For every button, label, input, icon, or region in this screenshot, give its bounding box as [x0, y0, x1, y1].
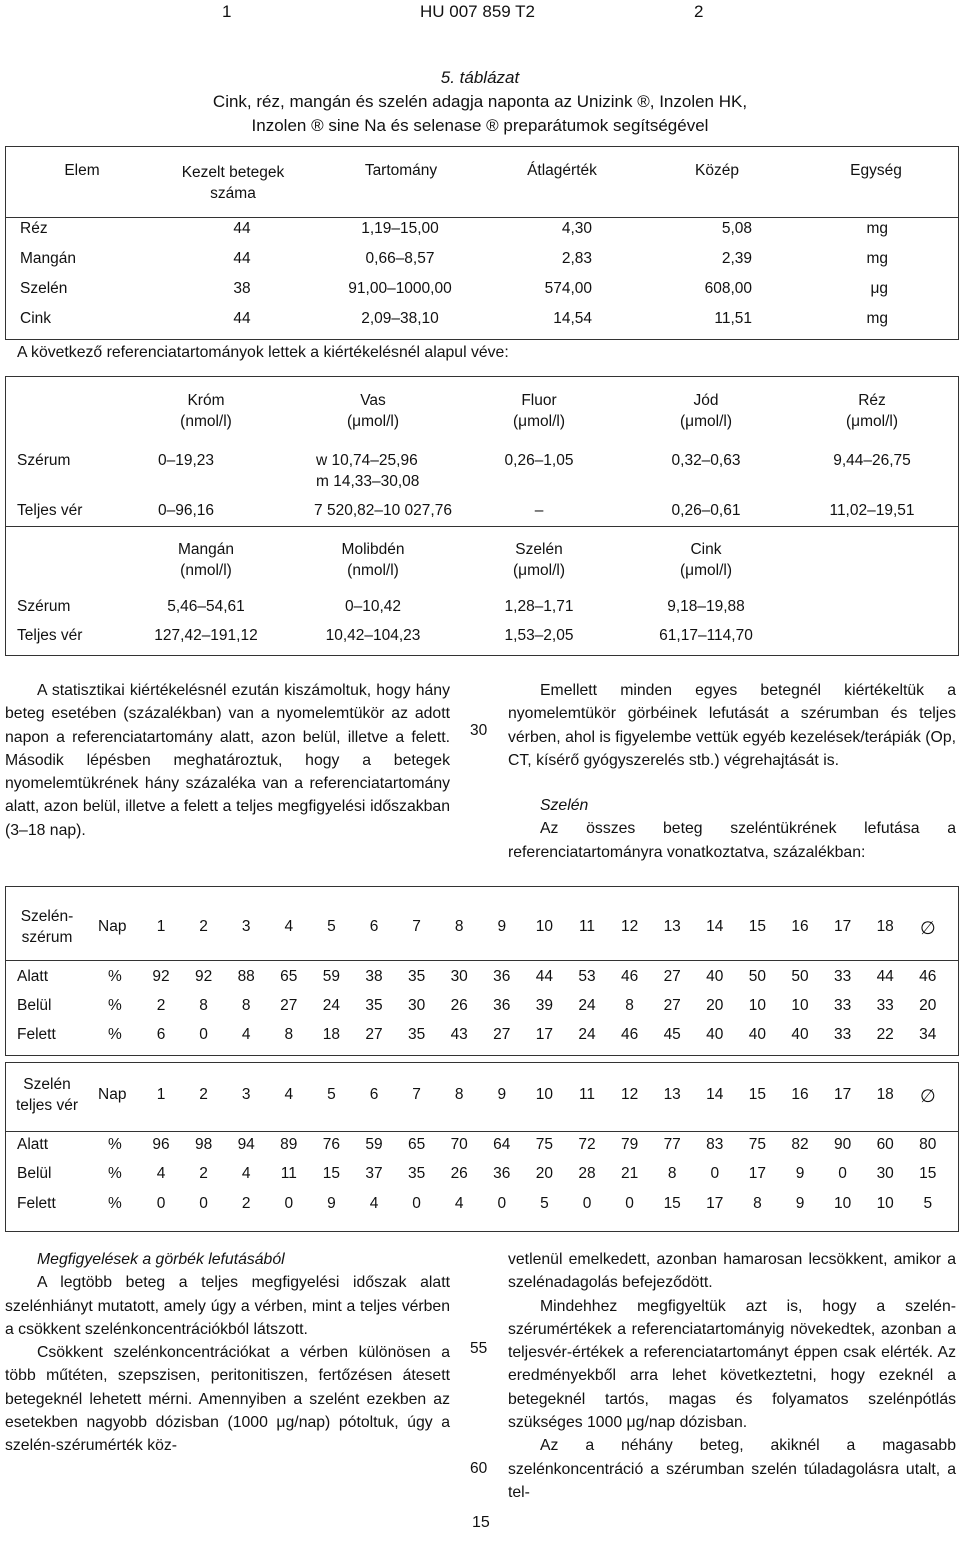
serum-table-value: 46 — [919, 968, 937, 985]
ref-header-unit: (μmol/l) — [846, 413, 898, 430]
serum-table-day: 17 — [833, 918, 852, 935]
ref2-blood-value: 127,42–191,12 — [154, 627, 258, 644]
ref2-blood-value: 1,53–2,05 — [504, 627, 574, 644]
blood-table-value: 15 — [919, 1165, 937, 1182]
blood-table-value: 79 — [620, 1136, 639, 1153]
dosage-header-0: Elem — [64, 162, 100, 179]
serum-table-value: 40 — [748, 1026, 767, 1043]
blood-table-day: 13 — [663, 1086, 681, 1103]
serum-table-value: 20 — [706, 997, 724, 1014]
blood-table-value: 72 — [578, 1136, 596, 1153]
serum-table-value: 33 — [876, 997, 894, 1014]
line-number-60: 60 — [470, 1460, 488, 1477]
ref2-header-name: Molibdén — [341, 541, 405, 558]
serum-table-value: 50 — [791, 968, 809, 985]
blood-table-day: 12 — [620, 1086, 639, 1103]
ref-blood-label: Teljes vér — [17, 502, 83, 519]
blood-table-day: 14 — [706, 1086, 724, 1103]
serum-table-value: 40 — [706, 968, 724, 985]
blood-table-value: 21 — [620, 1165, 639, 1182]
blood-table-value: 0 — [497, 1195, 507, 1212]
blood-table-value: 75 — [535, 1136, 554, 1153]
blood-table-value: 2 — [241, 1195, 251, 1212]
blood-table-value: 17 — [706, 1195, 724, 1212]
serum-table-day: 18 — [876, 918, 894, 935]
serum-table-value: 59 — [322, 968, 341, 985]
serum-table-day: 1 — [156, 918, 166, 935]
dosage-range: 2,09–38,10 — [361, 310, 439, 327]
serum-table-value: 27 — [493, 1026, 511, 1043]
blood-table-title: teljes vér — [15, 1097, 79, 1114]
blood-table-value: 90 — [833, 1136, 852, 1153]
blood-table-value: 76 — [322, 1136, 341, 1153]
blood-table-value: 10 — [833, 1195, 852, 1212]
ref2-header-name: Mangán — [177, 541, 234, 558]
selen-heading: Szelén — [540, 797, 589, 815]
blood-table-day: 17 — [833, 1086, 852, 1103]
line-number-55: 55 — [470, 1340, 488, 1357]
serum-table-day: 9 — [497, 918, 507, 935]
observations-paragraph-4: Mindehhez megfigyeltük azt is, hogy a szelén-szérumértékek a referenciatartományig növekedtek, azonban a teljesvér-értékek a referenciatartományt éppen csak elérték. Az eredményekből arra lehet következtetni, hogy ezeknél a betegeknél tartós, magas és folyamatos szelénpótlás szükséges 1000 μg/nap dózisban. — [508, 1297, 956, 1432]
dosage-median: 11,51 — [714, 310, 752, 327]
table-label: 5. táblázat — [440, 68, 520, 87]
ref2-blood-value: 10,42–104,23 — [325, 627, 421, 644]
serum-table-value: 88 — [237, 968, 255, 985]
serum-table-value: 30 — [407, 997, 426, 1014]
serum-table-value: 8 — [199, 997, 208, 1014]
selen-paragraph: Az összes beteg szeléntükrének lefutása a referenciatartományra vonatkoztatva, százalékban: — [508, 820, 956, 861]
ref2-header-unit: (μmol/l) — [680, 562, 732, 579]
dosage-header-5: Egység — [850, 162, 902, 179]
serum-table-day: 4 — [284, 918, 294, 935]
ref-header-unit: (nmol/l) — [180, 413, 232, 430]
serum-table-day: 10 — [535, 918, 554, 935]
serum-table-value: 8 — [284, 1026, 294, 1043]
observations-paragraph-2: Csökkent szelénkoncentrációkat a vérben különösen a több műtéten, szepszisen, peritonitiszen, fertőzésen átesett betegeknél lehetett mérni. Amennyiben a szelént ezekben az esetekben nagyobb dózisban (1000 μg/nap) pótoltuk, úgy a szelén-szérumérték köz- — [5, 1344, 450, 1455]
serum-table-row-label: Felett — [17, 1026, 56, 1043]
header-right-page: 2 — [694, 2, 704, 21]
ref-header-unit: (μmol/l) — [347, 413, 399, 430]
page-number: 15 — [472, 1514, 490, 1531]
dosage-mean: 4,30 — [561, 220, 592, 237]
blood-table-value: 98 — [194, 1136, 213, 1153]
serum-table-value: 22 — [876, 1026, 894, 1043]
dosage-header-2: Tartomány — [364, 162, 438, 179]
blood-table-day: 8 — [454, 1086, 464, 1103]
serum-table-day: 14 — [706, 918, 724, 935]
serum-table-value: 24 — [578, 1026, 596, 1043]
serum-table-value: 17 — [535, 1026, 554, 1043]
blood-table-value: 26 — [450, 1165, 468, 1182]
serum-table-value: 6 — [156, 1026, 166, 1043]
dosage-median: 5,08 — [721, 220, 752, 237]
serum-table-value: 39 — [535, 997, 554, 1014]
ref2-serum-value: 1,28–1,71 — [504, 598, 574, 615]
blood-table-value: 28 — [578, 1165, 596, 1182]
serum-table-value: 35 — [407, 1026, 426, 1043]
dosage-range: 0,66–8,57 — [365, 250, 435, 267]
ref-serum-fluor: 0,26–1,05 — [504, 452, 574, 469]
dosage-mean: 574,00 — [544, 280, 592, 297]
blood-table-value: 9 — [795, 1195, 805, 1212]
blood-table-unit: % — [108, 1136, 122, 1153]
dosage-range: 91,00–1000,00 — [348, 280, 452, 297]
observations-left — [5, 1248, 450, 1458]
serum-table-value: 44 — [535, 968, 554, 985]
dosage-row-label: Cink — [20, 310, 52, 327]
serum-table-value: 27 — [663, 968, 681, 985]
ref-serum-chrome: 0–19,23 — [157, 452, 215, 469]
serum-table-value: 27 — [663, 997, 681, 1014]
blood-table-day: 6 — [369, 1086, 379, 1103]
ref2-header-unit: (nmol/l) — [180, 562, 232, 579]
serum-table-row-label: Alatt — [17, 968, 49, 985]
ref2-header-name: Cink — [690, 541, 722, 558]
serum-table-value: 36 — [493, 997, 511, 1014]
ref-serum-iodine: 0,32–0,63 — [671, 452, 741, 469]
header-left-page: 1 — [222, 2, 232, 21]
blood-table-value: 70 — [450, 1136, 468, 1153]
blood-table-value: 0 — [838, 1165, 847, 1182]
observations-heading: Megfigyelések a görbék lefutásából — [37, 1251, 285, 1268]
dosage-unit: mg — [866, 220, 888, 237]
serum-table-value: 24 — [578, 997, 596, 1014]
ref2-serum-value: 5,46–54,61 — [167, 598, 245, 615]
ref-header-name: Fluor — [521, 392, 557, 409]
dosage-row-label: Réz — [20, 220, 48, 237]
blood-table-title: Szelén — [23, 1076, 71, 1093]
blood-table-value: 96 — [152, 1136, 170, 1153]
blood-table-value: 8 — [667, 1165, 677, 1182]
blood-table-value: 94 — [237, 1136, 255, 1153]
ref2-header-unit: (μmol/l) — [513, 562, 565, 579]
blood-table-value: 11 — [280, 1165, 297, 1182]
blood-table-value: 8 — [753, 1195, 762, 1212]
blood-table-value: 0 — [199, 1195, 208, 1212]
blood-table-value: 0 — [710, 1165, 720, 1182]
blood-table-value: 15 — [663, 1195, 681, 1212]
blood-table-value: 0 — [412, 1195, 421, 1212]
blood-table-value: 4 — [369, 1195, 379, 1212]
observations-right — [508, 1248, 956, 1504]
serum-table-value: 10 — [791, 997, 809, 1014]
serum-table-day: 16 — [791, 918, 809, 935]
blood-table-value: 15 — [322, 1165, 341, 1182]
serum-table-day: 12 — [620, 918, 639, 935]
dosage-unit: mg — [866, 250, 888, 267]
observations-paragraph-5: Az a néhány beteg, akiknél a magasabb szelénkoncentráció a szérumban szelén túladagolásra utalt, a tel- — [508, 1437, 956, 1501]
ref-blood-fluor: – — [534, 502, 544, 519]
ref-serum-iron-w: w 10,74–25,96 — [316, 452, 418, 469]
ref2-header-unit: (nmol/l) — [347, 562, 399, 579]
blood-table-unit: % — [108, 1165, 122, 1182]
serum-table-value: 4 — [241, 1026, 251, 1043]
blood-table-value: 77 — [663, 1136, 681, 1153]
ref-header-name: Vas — [360, 392, 386, 409]
serum-table-value: 44 — [876, 968, 894, 985]
blood-table-value: 36 — [493, 1165, 511, 1182]
serum-table-row-label: Belül — [17, 997, 52, 1014]
dosage-header-3: Átlagérték — [527, 162, 597, 179]
blood-table-value: 4 — [156, 1165, 166, 1182]
serum-table-value: 53 — [578, 968, 596, 985]
blood-table-value: 2 — [199, 1165, 208, 1182]
serum-table-value: 45 — [663, 1026, 681, 1043]
serum-table-value: 46 — [620, 968, 639, 985]
ref-blood-iodine: 0,26–0,61 — [671, 502, 741, 519]
serum-table-value: 36 — [493, 968, 511, 985]
serum-table-unit: % — [108, 1026, 122, 1043]
blood-table-value: 4 — [241, 1165, 251, 1182]
blood-table-value: 60 — [876, 1136, 894, 1153]
serum-table-value: 92 — [152, 968, 170, 985]
blood-table-unit: % — [108, 1195, 122, 1212]
dosage-range: 1,19–15,00 — [361, 220, 439, 237]
serum-table-value: 18 — [322, 1026, 341, 1043]
blood-table-value: 37 — [365, 1165, 383, 1182]
ref-blood-chrome: 0–96,16 — [157, 502, 215, 519]
serum-table-value: 2 — [156, 997, 166, 1014]
blood-table-value: 75 — [748, 1136, 767, 1153]
blood-table-value: 82 — [791, 1136, 809, 1153]
blood-table-day: 2 — [199, 1086, 208, 1103]
blood-table-day: 4 — [284, 1086, 294, 1103]
dosage-count: 44 — [233, 310, 251, 327]
blood-table-value: 83 — [706, 1136, 724, 1153]
blood-table-value: 17 — [748, 1165, 767, 1182]
caption-line-1: Cink, réz, mangán és szelén adagja naponta az Unizink ®, Inzolen HK, — [212, 92, 748, 111]
blood-table-value: 5 — [923, 1195, 933, 1212]
serum-table-value: 38 — [365, 968, 383, 985]
ref2-blood-label: Teljes vér — [17, 627, 83, 644]
serum-table-day: ∅ — [919, 918, 936, 938]
dosage-count: 38 — [233, 280, 251, 297]
serum-table-value: 24 — [322, 997, 341, 1014]
ref2-serum-value: 9,18–19,88 — [667, 598, 745, 615]
ref-blood-iron: 7 520,82–10 027,76 — [314, 502, 452, 519]
serum-table-value: 33 — [833, 1026, 852, 1043]
dosage-unit: mg — [866, 310, 888, 327]
blood-table-value: 0 — [156, 1195, 166, 1212]
serum-table-value: 27 — [365, 1026, 383, 1043]
blood-table-nap-label: Nap — [98, 1086, 127, 1103]
serum-table-value: 8 — [625, 997, 634, 1014]
dosage-row-label: Mangán — [20, 250, 77, 267]
blood-table-day: 1 — [156, 1086, 166, 1103]
serum-table-value: 35 — [407, 968, 426, 985]
ref-serum-label: Szérum — [17, 452, 71, 469]
ref-header-name: Króm — [187, 392, 225, 409]
dosage-header-4: Közép — [695, 162, 739, 179]
serum-table-day: 11 — [578, 918, 596, 935]
serum-table-value: 34 — [919, 1026, 937, 1043]
serum-table-unit: % — [108, 968, 122, 985]
dosage-unit: μg — [870, 280, 888, 297]
serum-table-value: 40 — [791, 1026, 809, 1043]
blood-table-value: 9 — [327, 1195, 336, 1212]
blood-table-value: 64 — [493, 1136, 511, 1153]
blood-table-day: 3 — [241, 1086, 251, 1103]
dosage-median: 608,00 — [704, 280, 752, 297]
serum-table-value: 20 — [919, 997, 937, 1014]
blood-table-value: 59 — [365, 1136, 383, 1153]
blood-table-value: 20 — [535, 1165, 554, 1182]
ref-serum-copper: 9,44–26,75 — [833, 452, 911, 469]
blood-table-day: ∅ — [919, 1086, 936, 1106]
serum-table-title: szérum — [21, 929, 73, 946]
serum-table-day: 5 — [327, 918, 336, 935]
serum-table-value: 0 — [199, 1026, 208, 1043]
ref2-header-name: Szelén — [515, 541, 563, 558]
line-number-30: 30 — [470, 722, 488, 739]
serum-table-unit: % — [108, 997, 122, 1014]
blood-table-value: 80 — [919, 1136, 937, 1153]
blood-table-value: 10 — [876, 1195, 894, 1212]
serum-table-value: 27 — [280, 997, 298, 1014]
blood-table-day: 5 — [327, 1086, 336, 1103]
right-column-text — [508, 679, 956, 864]
ref2-serum-value: 0–10,42 — [344, 598, 402, 615]
blood-table-day: 18 — [876, 1086, 894, 1103]
serum-table-day: 6 — [369, 918, 379, 935]
serum-table-day: 2 — [199, 918, 208, 935]
ref-header-unit: (μmol/l) — [680, 413, 732, 430]
ref2-serum-label: Szérum — [17, 598, 71, 615]
dosage-row-label: Szelén — [20, 280, 68, 297]
ref-serum-iron-m: m 14,33–30,08 — [316, 473, 420, 490]
caption-line-2: Inzolen ® sine Na és selenase ® preparátumok segítségével — [251, 116, 709, 135]
blood-table-day: 9 — [497, 1086, 507, 1103]
serum-table-day: 3 — [241, 918, 251, 935]
serum-table-day: 8 — [454, 918, 464, 935]
dosage-mean: 2,83 — [561, 250, 592, 267]
blood-table-value: 5 — [540, 1195, 549, 1212]
dosage-header-1: Kezelt betegek száma — [181, 164, 285, 202]
ref-header-name: Réz — [858, 392, 886, 409]
serum-table-value: 8 — [241, 997, 251, 1014]
serum-table-value: 92 — [194, 968, 213, 985]
serum-table-value: 30 — [450, 968, 468, 985]
blood-table-day: 10 — [535, 1086, 554, 1103]
blood-table-row-label: Belül — [17, 1165, 52, 1182]
serum-table-value: 50 — [748, 968, 767, 985]
dosage-count: 44 — [233, 220, 251, 237]
observations-paragraph-3: vetlenül emelkedett, azonban hamarosan lecsökkent, amikor a szelénadagolás befejeződött. — [508, 1251, 956, 1292]
blood-table-day: 16 — [791, 1086, 809, 1103]
blood-table-value: 30 — [876, 1165, 894, 1182]
serum-table-value: 33 — [833, 968, 852, 985]
reference-intro: A következő referenciatartományok lettek a kiértékelésnél alapul véve: — [17, 344, 509, 361]
serum-table-value: 43 — [450, 1026, 468, 1043]
dosage-mean: 14,54 — [553, 310, 592, 327]
blood-table-day: 7 — [412, 1086, 421, 1103]
blood-table-value: 89 — [280, 1136, 298, 1153]
serum-table-value: 65 — [280, 968, 298, 985]
blood-table-value: 9 — [795, 1165, 805, 1182]
curve-paragraph: Emellett minden egyes betegnél kiértékeltük a nyomelemtükör görbéinek lefutását a szérumban és teljes vérben, ahol is figyelembe vettük egyéb kezelések/terápiák (Op, CT, kísérő gyógyszerelés stb.) végrehajtását is. — [508, 682, 956, 769]
table-caption — [0, 66, 960, 138]
dosage-count: 44 — [233, 250, 251, 267]
stat-paragraph: A statisztikai kiértékelésnél ezután kiszámoltuk, hogy hány beteg esetében (százalékban) van a nyomelemtükör az adott napon a referenciatartomány alatt, azon belül, illetve a felett. Második lépésben meghatároztuk, hogy a betegek nyomelemtükrének hány százaléka van a referenciatartomány alatt, azon belül, illetve a felett a teljes megfigyelési időszakban (3–18 nap). — [5, 682, 450, 839]
blood-table-value: 0 — [625, 1195, 634, 1212]
ref2-blood-value: 61,17–114,70 — [659, 627, 753, 644]
serum-table-nap-label: Nap — [98, 918, 127, 935]
blood-table-day: 11 — [578, 1086, 596, 1103]
ref-blood-copper: 11,02–19,51 — [829, 502, 915, 519]
ref-header-name: Jód — [693, 392, 719, 409]
serum-table-value: 33 — [833, 997, 852, 1014]
serum-table-day: 13 — [663, 918, 681, 935]
blood-table-day: 15 — [748, 1086, 767, 1103]
serum-table-value: 35 — [365, 997, 383, 1014]
serum-table-title: Szelén- — [20, 908, 74, 925]
ref-header-unit: (μmol/l) — [513, 413, 565, 430]
serum-table-value: 40 — [706, 1026, 724, 1043]
serum-table-day: 7 — [412, 918, 421, 935]
blood-table-value: 65 — [407, 1136, 426, 1153]
dosage-median: 2,39 — [721, 250, 752, 267]
blood-table-value: 0 — [582, 1195, 592, 1212]
blood-table-row-label: Felett — [17, 1195, 56, 1212]
header-doc-id: HU 007 859 T2 — [420, 2, 535, 21]
blood-table-value: 0 — [284, 1195, 294, 1212]
serum-table-value: 26 — [450, 997, 468, 1014]
serum-table-day: 15 — [748, 918, 767, 935]
serum-table-value: 46 — [620, 1026, 639, 1043]
blood-table-value: 35 — [407, 1165, 426, 1182]
blood-table-row-label: Alatt — [17, 1136, 49, 1153]
blood-table-value: 4 — [454, 1195, 464, 1212]
left-column-text — [5, 679, 450, 842]
observations-paragraph-1: A legtöbb beteg a teljes megfigyelési időszak alatt szelénhiányt mutatott, amely úgy a vérben, mint a teljes vérben a csökkent szelénkoncentrációkból látszott. — [5, 1274, 450, 1338]
serum-table-value: 10 — [748, 997, 767, 1014]
